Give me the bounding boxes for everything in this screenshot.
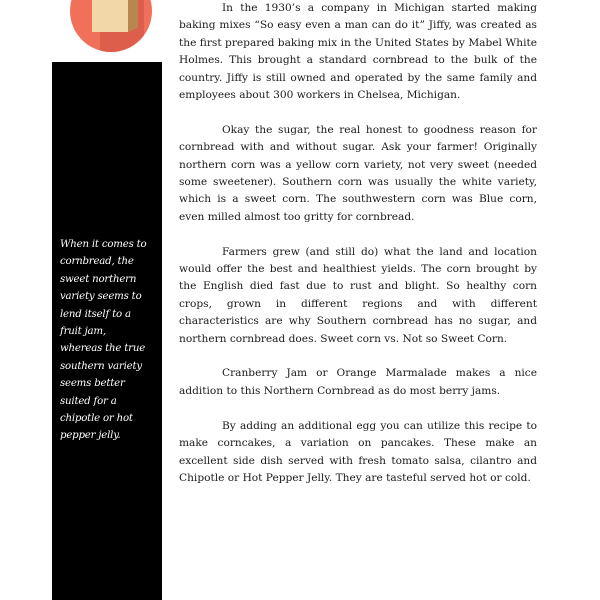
paragraph-jiffy-history: In the 1930’s a company in Michigan started making baking mixes “So easy even a man can do it” Jiffy, was created as the first prepared baking mix in the United States by Mabel White Holmes. This brought a standard cornbread to the bulk of the country. Jiffy is still owned and operated by the same family and employees about 300 workers in Chelsea, Michigan. [179, 2, 537, 102]
pull-quote-line: seems better [60, 378, 125, 390]
logo-badge [70, 0, 152, 52]
pull-quote-line: sweet northern [60, 273, 137, 285]
pull-quote-line: variety seems to [60, 291, 142, 303]
pull-quote-line: lend itself to a [60, 308, 131, 320]
pull-quote-line: When it comes to [60, 239, 147, 250]
paragraph-farmers: Farmers grew (and still do) what the land and location would offer the best and healthiest yields. The corn brought by the English died fast due to rust and blight. So healthy corn crops, grown in different regions and with different characteristics are why Southern cornbread has no sugar, and northern cornbread does. Sweet corn vs. Not so Sweet Corn. [179, 245, 537, 345]
article-body [179, 0, 537, 505]
pull-quote-line: cornbread, the [60, 256, 134, 268]
paragraph-corncakes: By adding an additional egg you can utilize this recipe to make corncakes, a variation on pancakes. These make an excellent side dish served with fresh tomato salsa, cilantro and Chipotle or Hot Pepper Jelly. They are tasteful served hot or cold. [179, 419, 537, 484]
pull-quote-line: fruit jam, [60, 326, 106, 338]
paragraph-jam-pairing: Cranberry Jam or Orange Marmalade makes a nice addition to this Northern Cornbread as do most berry jams. [179, 367, 537, 397]
paragraph-sugar-reason: Okay the sugar, the real honest to goodness reason for cornbread with and without sugar. Ask your farmer! Originally northern corn was a yellow corn variety, not very sweet (needed some sweetener). Southern corn was usually the white variety, which is a sweet corn. The southwestern corn was Blue corn, even milled almost too gritty for cornbread. [179, 123, 537, 223]
pull-quote-line: suited for a [60, 395, 117, 407]
bread-slice-icon [70, 0, 152, 52]
pull-quote-line: chipotle or hot [60, 413, 133, 425]
pull-quote-line: whereas the true [60, 343, 146, 355]
pull-quote [60, 236, 158, 445]
pull-quote-line: pepper jelly. [60, 430, 121, 442]
pull-quote-line: southern variety [60, 360, 142, 372]
